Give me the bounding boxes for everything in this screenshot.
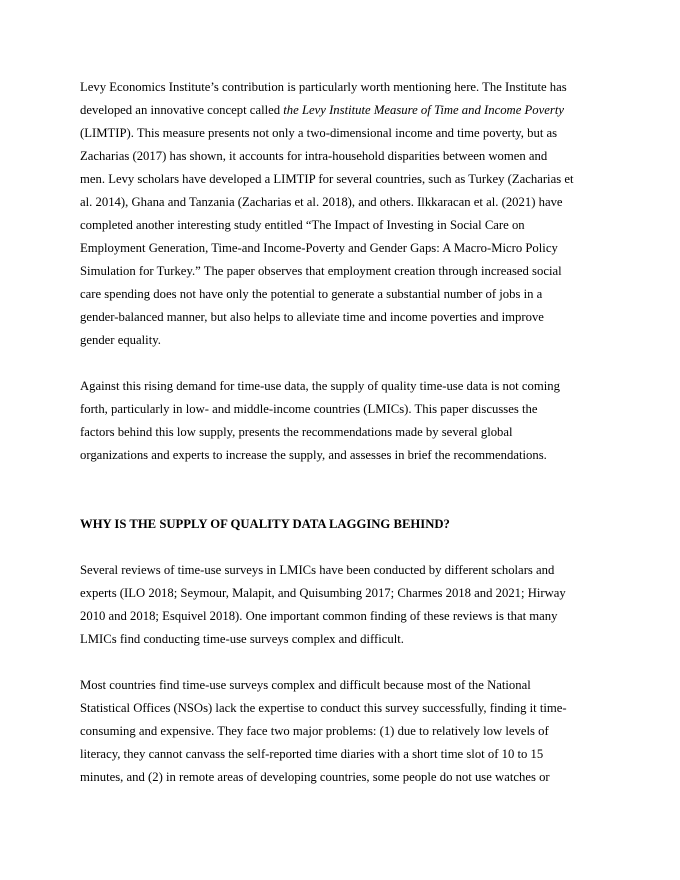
paragraph-line: Zacharias (2017) has shown, it accounts for intra-household disparities between women and <box>80 149 548 163</box>
paragraph-line <box>80 99 610 122</box>
paragraph-line: Against this rising demand for time-use data, the supply of quality time-use data is not coming <box>80 379 560 393</box>
paragraph-complexity <box>80 674 610 789</box>
paragraph-line: Statistical Offices (NSOs) lack the expertise to conduct this survey successfully, finding it time- <box>80 701 567 715</box>
paragraph-line: Levy Economics Institute’s contribution is particularly worth mentioning here. The Institute has <box>80 80 567 94</box>
paragraph-line: (LIMTIP). This measure presents not only a two-dimensional income and time poverty, but as <box>80 126 558 140</box>
paragraph-reviews <box>80 559 610 651</box>
paragraph-line: 2010 and 2018; Esquivel 2018). One important common finding of these reviews is that many <box>80 609 558 623</box>
paragraph-text: developed an innovative concept called <box>80 103 284 117</box>
paragraph-line: minutes, and (2) in remote areas of developing countries, some people do not use watches or <box>80 770 550 784</box>
paragraph-line: gender-balanced manner, but also helps to alleviate time and income poverties and improve <box>80 310 544 324</box>
paragraph-line: factors behind this low supply, presents the recommendations made by several global <box>80 425 513 439</box>
paragraph-line: Employment Generation, Time-and Income-Poverty and Gender Gaps: A Macro-Micro Policy <box>80 241 558 255</box>
paragraph-line: gender equality. <box>80 333 161 347</box>
paragraph-line: experts (ILO 2018; Seymour, Malapit, and Quisumbing 2017; Charmes 2018 and 2021; Hirway <box>80 586 566 600</box>
paragraph-line: care spending does not have only the potential to generate a substantial number of jobs in a <box>80 287 543 301</box>
paragraph-line: consuming and expensive. They face two major problems: (1) due to relatively low levels of <box>80 724 549 738</box>
italic-title: the Levy Institute Measure of Time and Income Poverty <box>283 103 564 117</box>
paragraph-line: organizations and experts to increase the supply, and assesses in brief the recommendations. <box>80 448 547 462</box>
paragraph-line: forth, particularly in low- and middle-income countries (LMICs). This paper discusses the <box>80 402 538 416</box>
section-heading: WHY IS THE SUPPLY OF QUALITY DATA LAGGING BEHIND? <box>80 517 450 531</box>
paragraph-supply-demand <box>80 375 610 467</box>
paragraph-line: Most countries find time-use surveys complex and difficult because most of the National <box>80 678 531 692</box>
paragraph-line: al. 2014), Ghana and Tanzania (Zacharias et al. 2018), and others. Ilkkaracan et al. (2021) have <box>80 195 563 209</box>
paragraph-line: literacy, they cannot canvass the self-reported time diaries with a short time slot of 10 to 15 <box>80 747 544 761</box>
paragraph-line: LMICs find conducting time-use surveys complex and difficult. <box>80 632 404 646</box>
paragraph-line: completed another interesting study entitled “The Impact of Investing in Social Care on <box>80 218 525 232</box>
paragraph-line: men. Levy scholars have developed a LIMTIP for several countries, such as Turkey (Zacharias et <box>80 172 574 186</box>
paragraph-line: Several reviews of time-use surveys in LMICs have been conducted by different scholars and <box>80 563 555 577</box>
paragraph-levy-institute <box>80 76 610 352</box>
paragraph-line: Simulation for Turkey.” The paper observes that employment creation through increased social <box>80 264 562 278</box>
